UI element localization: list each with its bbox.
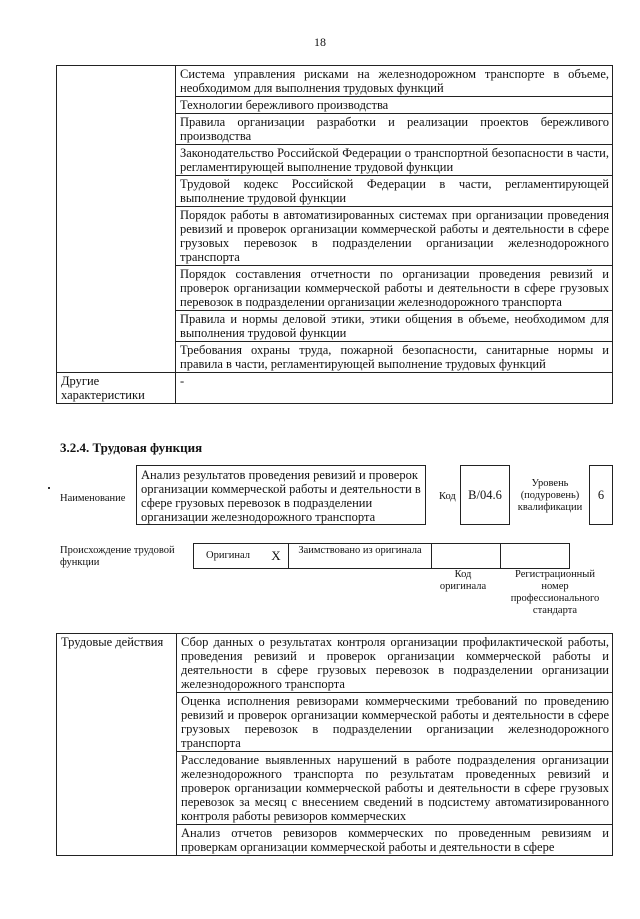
knowledge-table [56,65,613,404]
empty-label-cell [57,66,176,373]
actions-table [56,633,613,856]
section-title: 3.2.4. Трудовая функция [60,440,203,455]
original-code-cell [431,544,501,568]
level-value: 6 [589,465,613,525]
code-value: В/04.6 [460,465,510,525]
table-row [57,66,613,97]
table-row [57,634,613,693]
scan-speck [48,487,50,489]
code-label: Код [439,491,456,502]
table-cell: Технологии бережливого производства [176,97,613,114]
table-cell: - [176,373,613,404]
row-label: Другие характеристики [57,373,176,404]
table-cell: Правила организации разработки и реализации проектов бережливого производства [176,114,613,145]
origin-box [193,543,570,569]
level-label: Уровень (подуровень) квалификации [517,478,583,513]
registration-caption: Регистрационный номер профессионального стандарта [510,569,600,616]
table-cell: Система управления рисками на железнодорожном транспорте в объеме, необходимом для выполнения трудовых функций [176,66,613,97]
table-cell: Порядок составления отчетности по организации проведения ревизий и проверок организации коммерческой работы и деятельности в сфере грузовых перевозок в подразделении организации железнодорожного транспорта [176,266,613,311]
table-cell: Законодательство Российской Федерации о транспортной безопасности в части, регламентирующей выполнение трудовой функции [176,145,613,176]
table-cell: Оценка исполнения ревизорами коммерческими требований по проведению ревизий и проверок организации коммерческой работы и деятельности в сфере грузовых перевозок в подразделении организации железнодорожного транспорта [177,693,613,752]
page-number: 18 [314,35,326,49]
table-cell: Порядок работы в автоматизированных системах при организации проведения ревизий и проверок организации коммерческой работы и деятельности в сфере грузовых перевозок в подразделении организации железнодорожного транспорта [176,207,613,266]
table-cell: Расследование выявленных нарушений в работе подразделения организации железнодорожного транспорта по результатам проведенных ревизий и проверок организации коммерческой работы и деятельности в сфере грузовых перевозок за месяц с внесением сведений в подсистему автоматизированного контроля работы ревизоров коммерческих [177,752,613,825]
table-cell: Требования охраны труда, пожарной безопасности, санитарные нормы и правила в части, регламентирующей выполнение трудовых функций [176,342,613,373]
table-cell: Сбор данных о результатах контроля организации профилактической работы, проведения ревизий и проверок организации коммерческой работы и деятельности в сфере грузовых перевозок в подразделении организации железнодорожного транспорта [177,634,613,693]
original-label: Оригинал [206,550,250,561]
registration-number-cell [500,544,570,568]
function-name: Анализ результатов проведения ревизий и проверок организации коммерческой работы и деятельности в сфере грузовых перевозок в подразделении организации железнодорожного транспорта [136,465,426,525]
original-mark: X [271,548,281,563]
table-row [57,373,613,404]
name-label: Наименование [60,493,126,504]
origin-label: Происхождение трудовой функции [60,545,175,568]
code-caption: Код оригинала [439,569,487,592]
row-label: Трудовые действия [57,634,177,856]
table-cell: Анализ отчетов ревизоров коммерческих по проведенным ревизиям и проверкам организации коммерческой работы и деятельности в сфере [177,825,613,856]
table-cell: Трудовой кодекс Российской Федерации в части, регламентирующей выполнение трудовой функции [176,176,613,207]
table-cell: Правила и нормы деловой этики, этики общения в объеме, необходимом для выполнения трудовой функции [176,311,613,342]
borrowed-label: Заимствовано из оригинала [288,544,431,568]
